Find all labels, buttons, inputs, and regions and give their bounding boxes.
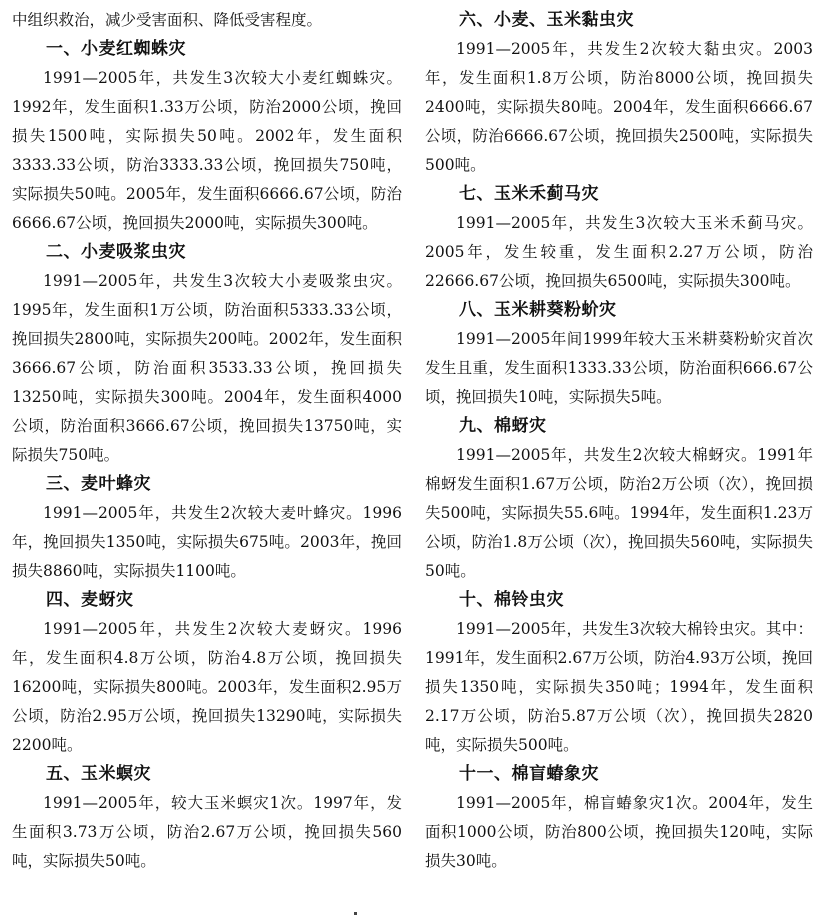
section-heading-9: 九、棉蚜灾 — [459, 416, 547, 436]
section-heading-8: 八、玉米耕葵粉蚧灾 — [459, 300, 617, 320]
section-text-11: 1991—2005年，棉盲蝽象灾1次。2004年，发生面积1000公顷，防治800公顷，挽回损失120吨，实际损失30吨。 — [425, 794, 813, 870]
section-text-4: 1991—2005年，共发生2次较大麦蚜灾。1996年，发生面积4.8万公顷，防治4.8万公顷，挽回损失16200吨，实际损失800吨。2003年，发生面积2.95万公顷，防治2.95万公顷，挽回损失13290吨，实际损失2200吨。 — [12, 620, 402, 754]
intro-text: 中组织救治，减少受害面积、降低受害程度。 — [12, 11, 323, 29]
section-heading-4: 四、麦蚜灾 — [46, 590, 134, 610]
section-heading-6: 六、小麦、玉米黏虫灾 — [459, 10, 634, 30]
section-text-8: 1991—2005年间1999年较大玉米耕葵粉蚧灾首次发生且重，发生面积1333.33公顷，防治面积666.67公顷，挽回损失10吨，实际损失5吨。 — [425, 330, 813, 406]
section-heading-3: 三、麦叶蜂灾 — [46, 474, 151, 494]
section-heading-10: 十、棉铃虫灾 — [459, 590, 564, 610]
section-text-10: 1991—2005年，共发生3次较大棉铃虫灾。其中：1991年，发生面积2.67万公顷，防治4.93万公顷，挽回损失1350吨，实际损失350吨；1994年，发生面积2.17万公顷，防治5.87万公顷（次），挽回损失2820吨，实际损失500吨。 — [425, 620, 813, 754]
section-heading-5: 五、玉米螟灾 — [46, 764, 151, 784]
section-text-9: 1991—2005年，共发生2次较大棉蚜灾。1991年棉蚜发生面积1.67万公顷，防治2万公顷（次），挽回损失500吨，实际损失55.6吨。1994年，发生面积1.23万公顷，防治1.8万公顷（次），挽回损失560吨，实际损失50吨。 — [425, 446, 813, 580]
section-heading-11: 十一、棉盲蝽象灾 — [459, 764, 599, 784]
section-text-5: 1991—2005年，较大玉米螟灾1次。1997年，发生面积3.73万公顷，防治2.67万公顷，挽回损失560吨，实际损失50吨。 — [12, 794, 402, 870]
section-text-2: 1991—2005年，共发生3次较大小麦吸浆虫灾。1995年，发生面积1万公顷，防治面积5333.33公顷，挽回损失2800吨，实际损失200吨。2002年，发生面积3666.67公顷，防治面积3533.33公顷，挽回损失13250吨，实际损失300吨。2004年，发生面积4000公顷，防治面积3666.67公顷，挽回损失13750吨，实际损失750吨。 — [12, 272, 402, 464]
section-heading-1: 一、小麦红蜘蛛灾 — [46, 39, 186, 59]
section-text-7: 1991—2005年，共发生3次较大玉米禾蓟马灾。2005年，发生较重，发生面积2.27万公顷，防治22666.67公顷，挽回损失6500吨，实际损失300吨。 — [425, 214, 813, 290]
scan-mark — [354, 912, 357, 915]
right-column — [425, 6, 813, 876]
section-text-3: 1991—2005年，共发生2次较大麦叶蜂灾。1996年，挽回损失1350吨，实际损失675吨。2003年，挽回损失8860吨，实际损失1100吨。 — [12, 504, 402, 580]
section-heading-2: 二、小麦吸浆虫灾 — [46, 242, 186, 262]
section-text-1: 1991—2005年，共发生3次较大小麦红蜘蛛灾。1992年，发生面积1.33万公顷，防治2000公顷，挽回损失1500吨，实际损失50吨。2002年，发生面积3333.33公顷，防治3333.33公顷，挽回损失750吨，实际损失50吨。2005年，发生面积6666.67公顷，防治6666.67公顷，挽回损失2000吨，实际损失300吨。 — [12, 69, 402, 232]
section-text-6: 1991—2005年，共发生2次较大黏虫灾。2003年，发生面积1.8万公顷，防治8000公顷，挽回损失2400吨，实际损失80吨。2004年，发生面积6666.67公顷，防治6666.67公顷，挽回损失2500吨，实际损失500吨。 — [425, 40, 813, 174]
section-heading-7: 七、玉米禾蓟马灾 — [459, 184, 599, 204]
left-column — [12, 6, 402, 876]
